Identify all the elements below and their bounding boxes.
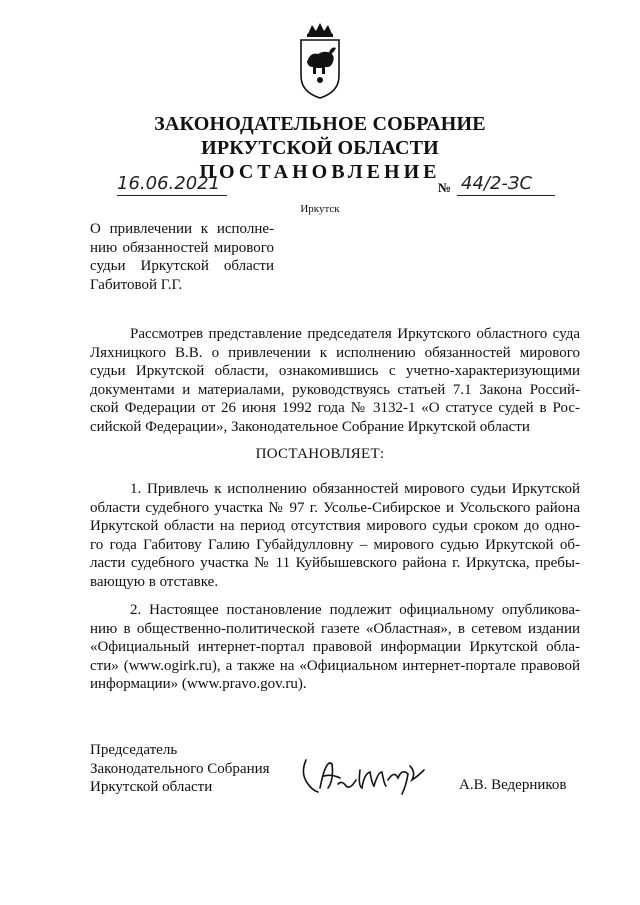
signatory-title — [90, 741, 270, 797]
date-field — [117, 173, 227, 196]
org-name-line2: ИРКУТСКОЙ ОБЛАСТИ — [201, 137, 439, 159]
preamble-line: сийской Федерации», Законодательное Собрание Иркутской области — [90, 418, 530, 435]
subject-block — [90, 220, 274, 294]
subject-line: судьи Иркутской области — [90, 258, 274, 274]
signatory-title-line: Законодательного Собрания — [90, 760, 270, 777]
item-1-line: вающую в отставке. — [90, 573, 219, 590]
subject-line: О привлечении к исполне- — [90, 221, 274, 237]
number-label: № — [438, 180, 452, 195]
city-label: Иркутск — [300, 203, 340, 215]
preamble-line: Рассмотрев представление председателя Иркутского областного суда — [130, 326, 580, 342]
signer-name: А.В. Ведерников — [459, 777, 567, 793]
subject-line: нию обязанностей мирового — [90, 239, 274, 256]
handwritten-signature — [298, 750, 438, 802]
item-2-line: информации» (www.pravo.gov.ru). — [90, 676, 307, 693]
item-2-line: сти» (www.ogirk.ru), а также на «Официальном интернет-портале правовой — [90, 657, 580, 674]
item-2-line: «Официальный интернет-портал правовой информации Иркутской обла- — [90, 639, 580, 656]
number-handwritten: 44/2-ЗС — [461, 173, 533, 194]
preamble-line: документами и материалами, руководствуясь статьей 7.1 Закона Россий- — [90, 381, 580, 398]
item-1-line: ласти судебного участка № 11 Куйбышевского района г. Иркутска, пребы- — [90, 555, 580, 572]
org-name-line1: ЗАКОНОДАТЕЛЬНОЕ СОБРАНИЕ — [154, 113, 486, 135]
preamble-line: судьи Иркутской области, ознакомившись с учетно-характеризующими — [90, 363, 580, 380]
preamble-line: Ляхницкого В.В. о привлечении к исполнению обязанностей мирового — [90, 344, 580, 361]
doc-type-title: ПОСТАНОВЛЕНИЕ — [199, 161, 441, 183]
preamble-line: ской Федерации от 26 июня 1992 года № 3132-1 «О статусе судей в Рос- — [90, 400, 580, 417]
item-2-paragraph — [90, 601, 580, 694]
item-1-line: го года Габитову Галию Губайдулловну – мирового судью Иркутской об- — [90, 536, 580, 553]
subject-line: Габитовой Г.Г. — [90, 276, 183, 293]
item-1-line: Иркутской области на период отсутствия мирового судьи сроком до одно- — [90, 518, 580, 535]
item-2-line: нию в общественно-политической газете «Областная», в сетевом издании — [90, 620, 580, 637]
item-1-line: 1. Привлечь к исполнению обязанностей мирового судьи Иркутской — [130, 481, 580, 497]
item-1-line: области судебного участка № 97 г. Усолье-Сибирское и Усольского района — [90, 499, 580, 516]
coat-of-arms-icon — [298, 22, 342, 100]
number-field — [457, 173, 555, 196]
item-2-line: 2. Настоящее постановление подлежит официальному опубликова- — [130, 602, 580, 618]
signatory-title-line: Иркутской области — [90, 779, 213, 795]
signatory-title-line: Председатель — [90, 742, 178, 758]
decree-heading: ПОСТАНОВЛЯЕТ: — [255, 446, 385, 462]
date-handwritten: 16.06.2021 — [117, 173, 221, 194]
preamble-paragraph — [90, 325, 580, 437]
item-1-paragraph — [90, 480, 580, 592]
